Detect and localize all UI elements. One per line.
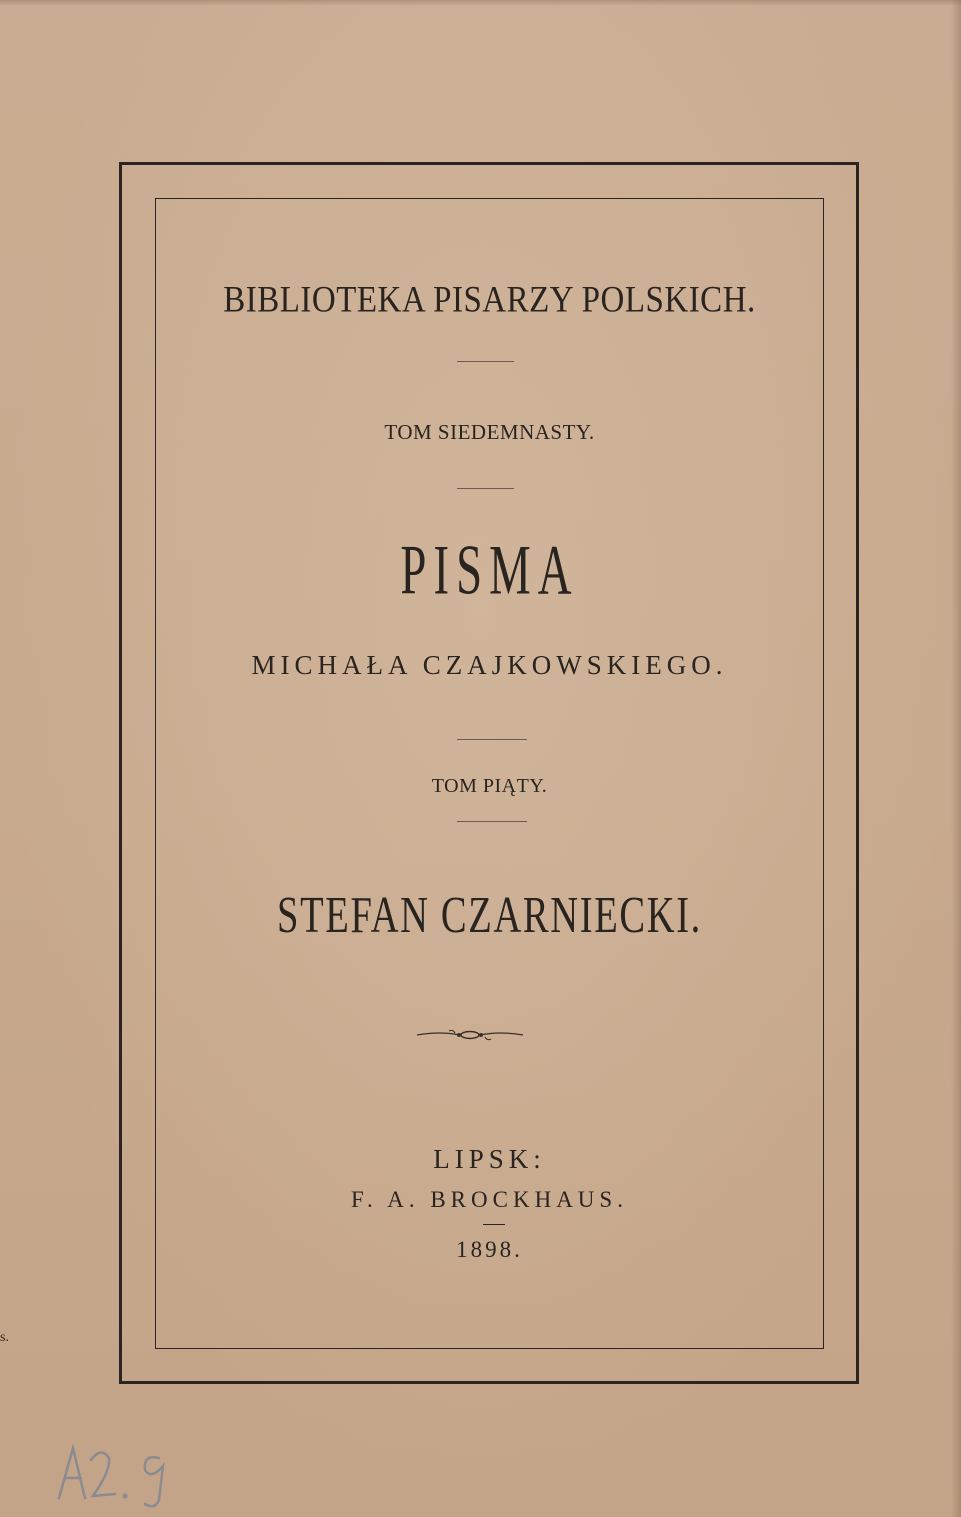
divider-rule-4	[457, 821, 527, 822]
publication-place: LIPSK:	[433, 1144, 546, 1174]
handwritten-pencil-note	[55, 1440, 185, 1510]
paper-edge-shadow-right	[951, 0, 961, 1517]
divider-rule-2	[457, 488, 514, 489]
margin-edge-text: s.	[0, 1330, 9, 1345]
series-volume: TOM SIEDEMNASTY.	[384, 420, 595, 444]
inner-border-frame	[155, 198, 824, 1349]
divider-rule-1	[457, 361, 514, 362]
publisher-name: F. A. BROCKHAUS.	[351, 1187, 628, 1212]
divider-rule-5	[483, 1224, 505, 1225]
book-title: PISMA	[400, 531, 579, 610]
author-name: MICHAŁA CZAJKOWSKIEGO.	[251, 650, 728, 680]
author-volume: TOM PIĄTY.	[431, 775, 548, 797]
paper-edge-shadow-top	[0, 0, 961, 6]
publication-year: 1898.	[456, 1237, 523, 1262]
divider-rule-3	[457, 739, 527, 740]
series-title: BIBLIOTEKA PISARZY POLSKICH.	[223, 280, 756, 321]
ornament-flourish-icon	[415, 1025, 525, 1045]
work-title: STEFAN CZARNIECKI.	[277, 887, 702, 945]
